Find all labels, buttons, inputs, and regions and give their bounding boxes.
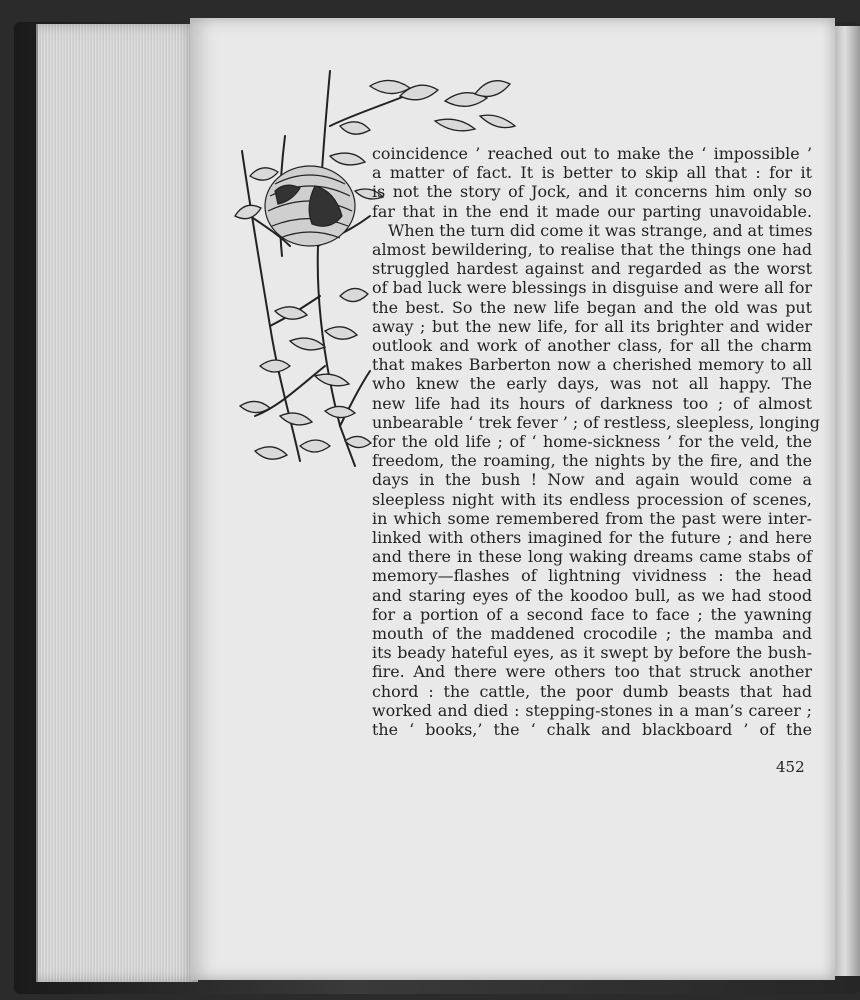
text-line: new life had its hours of darkness too ; of almost <box>372 393 812 413</box>
text-line: memory—flashes of lightning vividness : the head <box>372 566 812 586</box>
text-line: outlook and work of another class, for all the charm <box>372 336 812 356</box>
text-line: away ; but the new life, for all its brighter and wider <box>372 316 812 336</box>
text-line: chord : the cattle, the poor dumb beasts that had <box>372 681 812 701</box>
text-line: almost bewildering, to realise that the things one had <box>372 240 812 260</box>
text-line: its beady hateful eyes, as it swept by before the bush- <box>372 643 812 663</box>
text-line: the ‘ books,’ the ‘ chalk and blackboard ’ of the <box>372 720 812 740</box>
page-edges-right <box>835 26 860 976</box>
text-line: linked with others imagined for the future ; and here <box>372 528 812 548</box>
text-line: struggled hardest against and regarded as the worst <box>372 259 812 279</box>
text-line: worked and died : stepping-stones in a man’s career ; <box>372 700 812 720</box>
text-line: When the turn did come it was strange, and at times <box>388 220 813 240</box>
text-line: and staring eyes of the koodoo bull, as we had stood <box>372 585 812 605</box>
text-line: for a portion of a second face to face ; the yawning <box>372 604 812 624</box>
text-line: fire. And there were others too that struck another <box>372 662 812 682</box>
page-edges-left <box>36 24 198 982</box>
text-line: unbearable ‘ trek fever ’ ; of restless, sleepless, longing <box>372 412 820 432</box>
text-line: far that in the end it made our parting unavoidable. <box>372 201 812 221</box>
text-line: the best. So the new life began and the old was put <box>372 297 812 317</box>
text-line: of bad luck were blessings in disguise and were all for <box>372 278 812 298</box>
body-text <box>372 144 820 740</box>
page-number: 452 <box>776 758 805 776</box>
text-line: mouth of the maddened crocodile ; the mamba and <box>372 624 812 644</box>
text-line: days in the bush ! Now and again would come a <box>372 470 812 490</box>
text-line: that makes Barberton now a cherished memory to all <box>372 355 812 375</box>
text-line: freedom, the roaming, the nights by the fire, and the <box>372 451 812 471</box>
text-line: in which some remembered from the past were inter- <box>372 508 812 528</box>
text-line: coincidence ’ reached out to make the ‘ impossible ’ <box>372 144 812 163</box>
text-line: and there in these long waking dreams came stabs of <box>372 547 812 567</box>
text-line: who knew the early days, was not all happy. The <box>372 374 812 394</box>
text-line: is not the story of Jock, and it concerns him only so <box>372 182 812 202</box>
nest <box>265 166 355 246</box>
text-line: sleepless night with its endless procession of scenes, <box>372 489 812 509</box>
text-line: a matter of fact. It is better to skip all that : for it <box>372 163 812 183</box>
text-line: for the old life ; of ‘ home-sickness ’ for the veld, the <box>372 432 812 452</box>
